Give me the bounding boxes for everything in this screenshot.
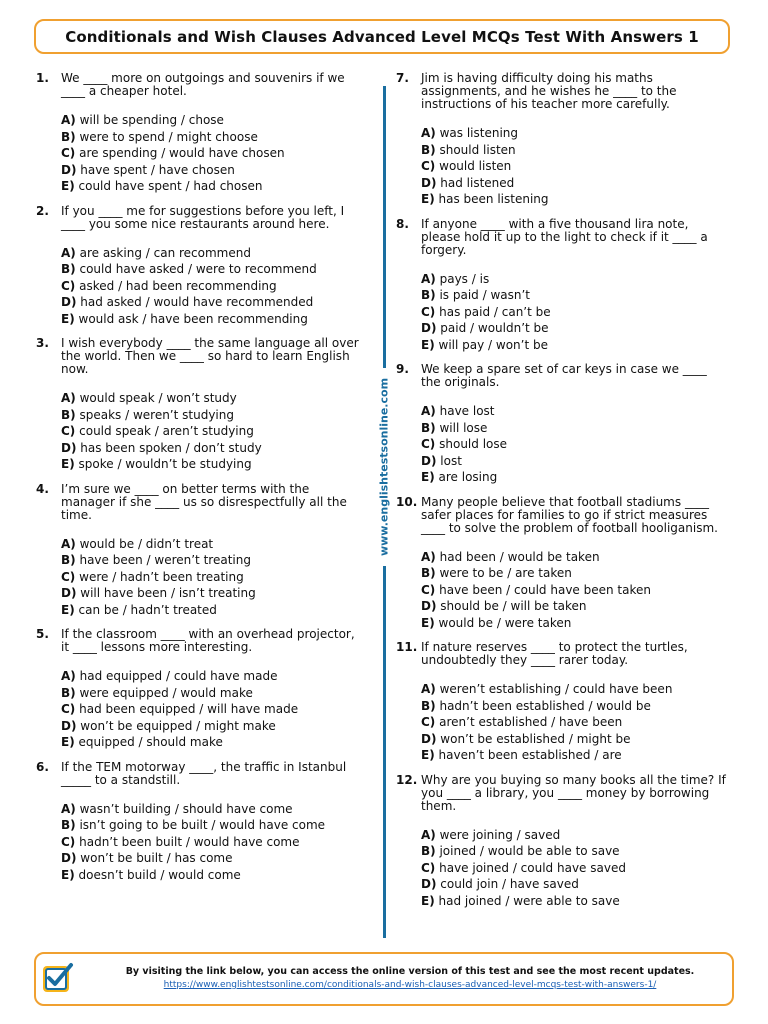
question-number: 9.: [396, 362, 409, 376]
option-letter: B): [421, 142, 436, 157]
option-text: had asked / would have recommended: [80, 295, 314, 309]
answer-option[interactable]: [421, 287, 726, 304]
option-text: paid / wouldn’t be: [440, 321, 549, 335]
footer-box: [34, 952, 734, 1006]
option-text: were / hadn’t been treating: [79, 569, 244, 584]
answer-option[interactable]: [61, 440, 366, 457]
option-text: could have asked / were to recommend: [79, 262, 317, 276]
question-stem: We keep a spare set of car keys in case we ____ the originals.: [421, 362, 707, 389]
answer-option[interactable]: [421, 142, 726, 159]
option-text: would be / didn’t treat: [79, 536, 214, 551]
option-text: is paid / wasn’t: [439, 288, 531, 302]
answer-option[interactable]: [61, 668, 366, 685]
answer-option[interactable]: [61, 129, 366, 146]
option-letter: C): [61, 424, 76, 438]
option-text: have spent / have chosen: [80, 162, 235, 177]
option-letter: E): [421, 192, 435, 206]
option-letter: A): [421, 404, 436, 418]
option-letter: D): [421, 453, 437, 468]
option-text: haven’t been established / are: [438, 748, 622, 762]
option-letter: C): [421, 582, 436, 597]
option-text: wasn’t building / should have come: [79, 801, 293, 816]
option-text: were equipped / would make: [79, 685, 253, 700]
option-text: equipped / should make: [78, 735, 223, 749]
answer-option[interactable]: [421, 598, 726, 615]
option-text: had equipped / could have made: [79, 669, 278, 683]
option-letter: E): [61, 457, 75, 471]
option-letter: A): [61, 801, 76, 816]
answer-option[interactable]: [61, 867, 366, 884]
answer-option[interactable]: [61, 718, 366, 735]
answer-option[interactable]: [421, 469, 726, 486]
option-text: would be / were taken: [438, 615, 572, 630]
option-letter: C): [61, 146, 76, 160]
question-stem: If anyone ____ with a five thousand lira note, please hold it up to the light to check if it ____ a forgery.: [421, 216, 708, 257]
option-text: have been / could have been taken: [439, 582, 651, 597]
option-letter: B): [61, 553, 76, 567]
option-text: won’t be equipped / might make: [80, 718, 276, 733]
page-title: Conditionals and Wish Clauses Advanced Level MCQs Test With Answers 1: [65, 27, 699, 46]
answer-option[interactable]: [421, 304, 726, 321]
option-letter: E): [421, 470, 435, 484]
option-text: doesn’t build / would come: [78, 867, 241, 882]
option-letter: E): [61, 179, 75, 193]
answer-option[interactable]: [61, 278, 366, 295]
option-letter: A): [61, 391, 76, 405]
option-letter: B): [421, 566, 436, 580]
option-text: spoke / wouldn’t be studying: [78, 457, 252, 471]
question-number: 6.: [36, 759, 49, 774]
answer-option[interactable]: [421, 271, 726, 288]
option-letter: B): [61, 685, 76, 700]
answer-option[interactable]: [61, 817, 366, 834]
option-letter: B): [421, 288, 436, 302]
answer-option[interactable]: [61, 801, 366, 818]
option-letter: D): [61, 440, 77, 455]
question-stem: If the TEM motorway ____, the traffic in Istanbul _____ to a standstill.: [61, 759, 347, 787]
question-stem: Many people believe that football stadiums ____ safer places for families to go if strict measures ____ to solve the problem of football hooliganism.: [421, 494, 718, 535]
option-letter: C): [61, 569, 76, 584]
option-text: asked / had been recommending: [79, 278, 277, 293]
question-number: 1.: [36, 71, 49, 85]
option-text: should lose: [439, 437, 508, 451]
answer-option[interactable]: [421, 549, 726, 566]
option-text: won’t be established / might be: [440, 731, 631, 746]
answer-option[interactable]: [61, 261, 366, 278]
option-letter: E): [421, 748, 435, 762]
option-letter: A): [61, 245, 76, 260]
option-text: have been / weren’t treating: [79, 553, 251, 567]
option-letter: C): [421, 715, 436, 729]
option-letter: D): [61, 162, 77, 177]
question: [396, 218, 726, 354]
answer-option[interactable]: [61, 850, 366, 867]
option-text: could speak / aren’t studying: [79, 424, 254, 438]
option-text: have joined / could have saved: [439, 860, 626, 875]
answer-option[interactable]: [61, 552, 366, 569]
option-text: speaks / weren’t studying: [79, 407, 234, 422]
answer-option[interactable]: [61, 245, 366, 262]
answer-option[interactable]: [61, 569, 366, 586]
option-letter: E): [61, 602, 75, 617]
answer-option[interactable]: [61, 162, 366, 179]
answer-option[interactable]: [61, 390, 366, 407]
question: [36, 205, 366, 328]
option-text: could join / have saved: [440, 877, 579, 891]
answer-option[interactable]: [421, 681, 726, 698]
option-letter: C): [421, 860, 436, 875]
option-text: had joined / were able to save: [438, 893, 620, 908]
option-text: had been / would be taken: [439, 549, 600, 564]
option-text: hadn’t been built / would have come: [79, 834, 300, 849]
question-stem: If the classroom ____ with an overhead projector, it ____ lessons more interesting.: [61, 627, 355, 654]
option-text: are asking / can recommend: [79, 245, 251, 260]
answer-option[interactable]: [421, 843, 726, 860]
option-text: are spending / would have chosen: [79, 146, 285, 160]
option-letter: B): [61, 407, 76, 422]
footer-link[interactable]: https://www.englishtestsonline.com/conditionals-and-wish-clauses-advanced-level-mcqs-test-with-answers-1/: [163, 980, 657, 990]
option-text: would speak / won’t study: [79, 391, 237, 405]
questions-column-left: [36, 72, 366, 893]
option-letter: A): [421, 682, 436, 696]
option-letter: D): [421, 877, 437, 891]
answer-option[interactable]: [421, 420, 726, 437]
title-box: [34, 19, 730, 54]
question-number: 11.: [396, 640, 418, 654]
option-text: had listened: [440, 175, 515, 190]
option-letter: E): [421, 615, 435, 630]
question-number: 10.: [396, 494, 418, 509]
option-letter: D): [61, 586, 77, 600]
question-stem: I wish everybody ____ the same language all over the world. Then we ____ so hard to learn English now.: [61, 336, 359, 376]
option-letter: C): [61, 834, 76, 849]
question: [396, 72, 726, 208]
option-letter: B): [61, 129, 76, 144]
option-letter: D): [421, 175, 437, 190]
option-text: was listening: [439, 126, 519, 140]
option-text: could have spent / had chosen: [78, 179, 263, 193]
option-text: should listen: [439, 142, 516, 157]
answer-option[interactable]: [421, 827, 726, 844]
answer-option[interactable]: [61, 734, 366, 751]
option-letter: C): [61, 702, 76, 716]
answer-option[interactable]: [421, 565, 726, 582]
option-letter: A): [421, 126, 436, 140]
answer-option[interactable]: [61, 834, 366, 851]
option-text: hadn’t been established / would be: [439, 698, 651, 713]
option-text: has been listening: [438, 192, 549, 206]
answer-option[interactable]: [61, 585, 366, 602]
answer-option[interactable]: [421, 747, 726, 764]
option-text: will have been / isn’t treating: [80, 586, 256, 600]
option-text: would ask / have been recommending: [78, 311, 308, 326]
answer-option[interactable]: [61, 294, 366, 311]
question: [396, 641, 726, 764]
answer-option[interactable]: [61, 407, 366, 424]
option-text: pays / is: [439, 271, 490, 286]
option-letter: E): [61, 311, 75, 326]
answer-option[interactable]: [421, 615, 726, 632]
option-letter: B): [421, 698, 436, 713]
question: [396, 496, 726, 632]
answer-option[interactable]: [61, 178, 366, 195]
option-text: should be / will be taken: [440, 599, 587, 613]
option-letter: D): [421, 731, 437, 746]
question-number: 2.: [36, 203, 49, 218]
answer-option[interactable]: [421, 714, 726, 731]
column-divider-top: [383, 86, 386, 368]
option-letter: A): [61, 669, 76, 683]
question: [396, 363, 726, 486]
option-letter: E): [421, 893, 435, 908]
option-text: will lose: [439, 420, 488, 435]
question: [396, 774, 726, 910]
option-letter: B): [421, 420, 436, 435]
answer-option[interactable]: [421, 893, 726, 910]
option-text: lost: [440, 453, 462, 468]
option-letter: D): [61, 295, 77, 309]
option-text: has paid / can’t be: [439, 304, 551, 319]
option-text: would listen: [439, 159, 512, 173]
question-stem: Jim is having difficulty doing his maths assignments, and he wishes he ____ to the instructions of his teacher more carefully.: [421, 71, 677, 111]
answer-option[interactable]: [421, 698, 726, 715]
question-stem: If you ____ me for suggestions before you left, I ____ you some nice restaurants around here.: [61, 203, 345, 231]
option-letter: D): [421, 321, 437, 335]
question-number: 3.: [36, 336, 49, 350]
option-letter: A): [421, 271, 436, 286]
option-letter: A): [61, 536, 76, 551]
answer-option[interactable]: [421, 403, 726, 420]
option-text: joined / would be able to save: [439, 844, 620, 858]
answer-option[interactable]: [421, 582, 726, 599]
answer-option[interactable]: [421, 436, 726, 453]
option-letter: B): [61, 262, 76, 276]
answer-option[interactable]: [61, 423, 366, 440]
option-text: had been equipped / will have made: [79, 702, 299, 716]
option-letter: C): [421, 159, 436, 173]
option-letter: D): [61, 851, 77, 865]
answer-option[interactable]: [421, 876, 726, 893]
option-letter: E): [61, 735, 75, 749]
option-letter: A): [61, 113, 76, 127]
question-stem: Why are you buying so many books all the time? If you ____ a library, you ____ money by borrowing them.: [421, 772, 726, 813]
option-letter: B): [421, 844, 436, 858]
option-text: were to be / are taken: [439, 566, 572, 580]
option-text: were joining / saved: [439, 827, 561, 842]
vertical-site-url: www.englishtestsonline.com: [377, 377, 391, 557]
answer-option[interactable]: [61, 311, 366, 328]
option-letter: E): [421, 337, 435, 352]
option-letter: C): [61, 278, 76, 293]
answer-option[interactable]: [421, 158, 726, 175]
question-stem: I’m sure we ____ on better terms with the manager if she ____ us so disrespectfully all the time.: [61, 481, 347, 522]
answer-option[interactable]: [61, 112, 366, 129]
option-text: aren’t established / have been: [439, 715, 623, 729]
question: [36, 337, 366, 473]
checkbox-check-icon: [40, 961, 74, 995]
option-letter: D): [421, 599, 437, 613]
answer-option[interactable]: [61, 602, 366, 619]
option-text: will pay / won’t be: [438, 337, 548, 352]
question-number: 12.: [396, 772, 418, 787]
option-letter: A): [421, 827, 436, 842]
option-letter: E): [61, 867, 75, 882]
question-number: 7.: [396, 71, 409, 85]
option-letter: C): [421, 304, 436, 319]
question: [36, 72, 366, 195]
answer-option[interactable]: [421, 125, 726, 142]
answer-option[interactable]: [421, 731, 726, 748]
option-letter: C): [421, 437, 436, 451]
answer-option[interactable]: [61, 456, 366, 473]
option-text: can be / hadn’t treated: [78, 602, 217, 617]
question-number: 5.: [36, 627, 49, 641]
question: [36, 483, 366, 619]
question: [36, 761, 366, 884]
answer-option[interactable]: [421, 453, 726, 470]
questions-column-right: [396, 72, 726, 919]
option-text: are losing: [438, 470, 498, 484]
answer-option[interactable]: [61, 701, 366, 718]
answer-option[interactable]: [421, 337, 726, 354]
question: [36, 628, 366, 751]
option-letter: A): [421, 549, 436, 564]
option-text: weren’t establishing / could have been: [439, 682, 673, 696]
answer-option[interactable]: [421, 320, 726, 337]
answer-option[interactable]: [61, 145, 366, 162]
answer-option[interactable]: [61, 685, 366, 702]
option-text: will be spending / chose: [79, 113, 224, 127]
question-number: 8.: [396, 216, 409, 231]
option-letter: B): [61, 818, 76, 832]
answer-option[interactable]: [61, 536, 366, 553]
option-text: won’t be built / has come: [80, 851, 233, 865]
answer-option[interactable]: [421, 175, 726, 192]
answer-option[interactable]: [421, 860, 726, 877]
column-divider-bottom: [383, 566, 386, 938]
option-letter: D): [61, 718, 77, 733]
footer-text: By visiting the link below, you can access the online version of this test and see the most recent updates.: [125, 966, 695, 977]
question-stem: We ____ more on outgoings and souvenirs if we ____ a cheaper hotel.: [61, 71, 345, 98]
question-number: 4.: [36, 481, 49, 496]
option-text: isn’t going to be built / would have come: [79, 818, 326, 832]
question-stem: If nature reserves ____ to protect the turtles, undoubtedly they ____ rarer today.: [421, 640, 688, 667]
option-text: has been spoken / don’t study: [80, 440, 262, 455]
option-text: have lost: [439, 404, 495, 418]
answer-option[interactable]: [421, 191, 726, 208]
option-text: were to spend / might choose: [79, 129, 258, 144]
